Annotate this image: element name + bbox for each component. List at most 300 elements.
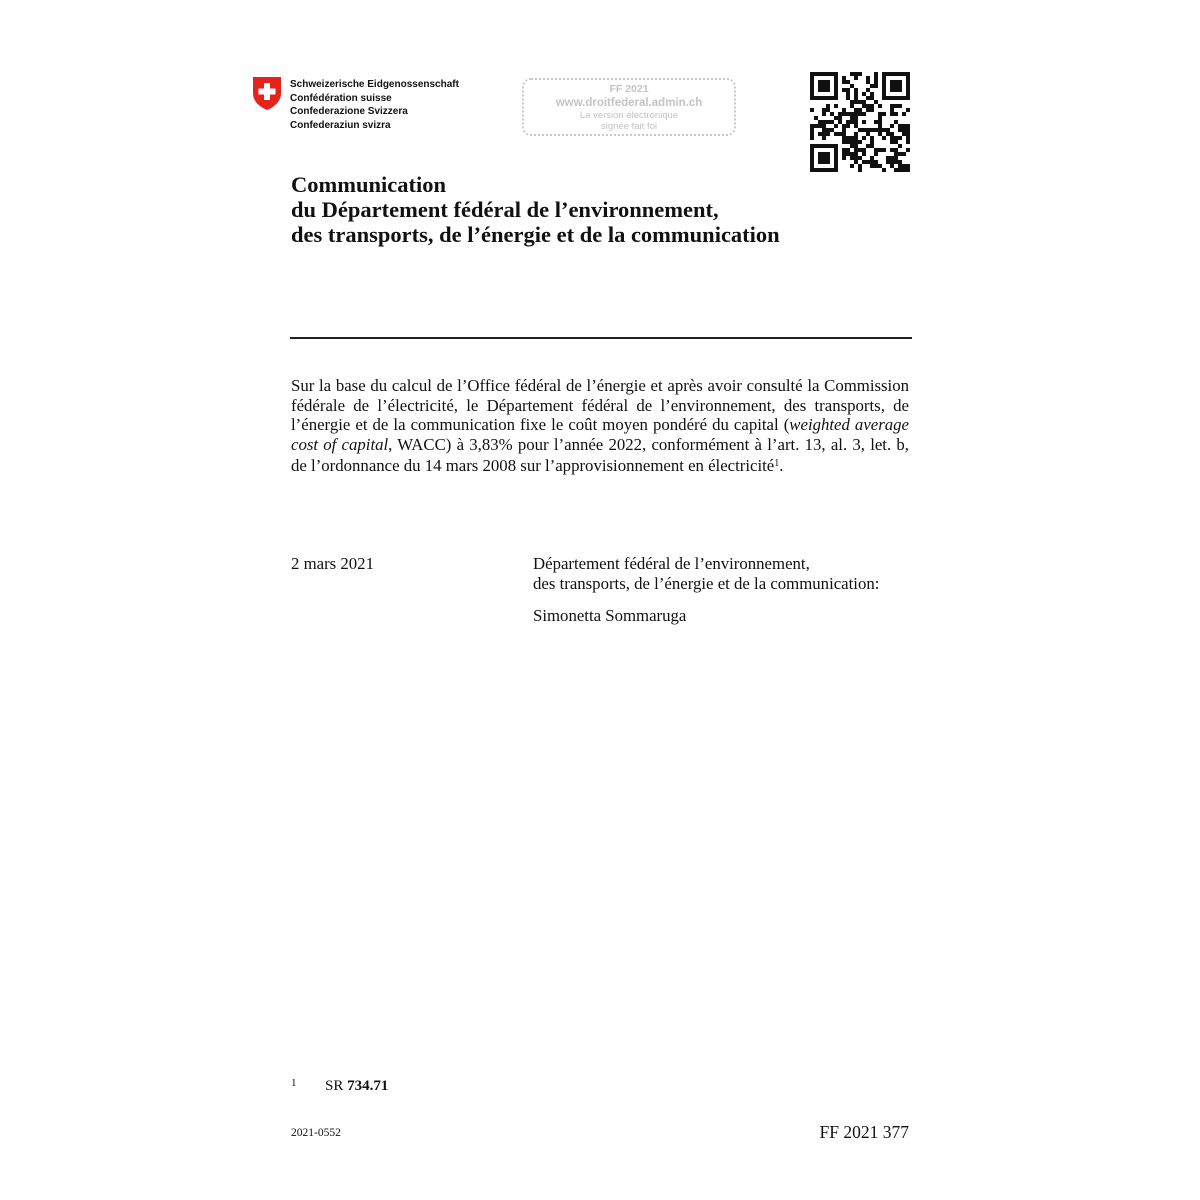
qr-module [854,160,858,164]
confederation-name-fr: Confédération suisse [290,92,392,104]
qr-module [862,92,866,96]
qr-module [818,124,822,128]
qr-module [818,88,822,92]
qr-module [814,144,818,148]
qr-module [826,160,830,164]
qr-module [878,112,882,116]
qr-module [862,152,866,156]
qr-module [898,160,902,164]
qr-module [886,72,890,76]
qr-module [854,116,858,120]
qr-module [898,152,902,156]
title-line-2: du Département fédéral de l’environnement, [291,197,719,222]
qr-module [870,108,874,112]
qr-module [866,160,870,164]
qr-module [898,84,902,88]
qr-module [894,112,898,116]
qr-module [894,160,898,164]
qr-module [850,136,854,140]
qr-module [822,124,826,128]
qr-module [826,152,830,156]
qr-module [894,120,898,124]
qr-module [898,168,902,172]
qr-module [842,76,846,80]
qr-module [858,100,862,104]
qr-module [846,112,850,116]
qr-module [854,112,858,116]
qr-module [834,72,838,76]
qr-module [898,80,902,84]
authenticity-stamp [522,78,736,136]
qr-module [854,120,858,124]
footnote-marker: 1 [774,458,780,470]
qr-module [890,132,894,136]
qr-module [882,136,886,140]
qr-module [810,76,814,80]
qr-module [854,132,858,136]
qr-module [842,128,846,132]
qr-module [842,88,846,92]
footnote-number: 1 [291,1077,297,1089]
qr-module [902,96,906,100]
qr-module [890,124,894,128]
qr-module [834,124,838,128]
qr-module [898,88,902,92]
qr-module [906,140,910,144]
qr-module [862,136,866,140]
qr-module [898,124,902,128]
qr-module [874,160,878,164]
qr-module [810,136,814,140]
qr-module [822,80,826,84]
qr-module [898,144,902,148]
footnote-reference: 734.71 [347,1078,389,1094]
qr-module [878,120,882,124]
qr-module [826,120,830,124]
qr-module [862,148,866,152]
stamp-note-line2: signée fait foi [601,121,657,132]
qr-module [862,104,866,108]
qr-module [846,136,850,140]
qr-module [810,88,814,92]
qr-module [902,128,906,132]
qr-module [838,116,842,120]
qr-module [870,160,874,164]
footnote-text [325,1078,388,1095]
qr-module [846,120,850,124]
qr-module [814,96,818,100]
qr-module [890,88,894,92]
qr-module [858,156,862,160]
qr-module [866,88,870,92]
qr-module [826,80,830,84]
qr-module [842,136,846,140]
qr-module [890,108,894,112]
qr-module [834,96,838,100]
qr-module [894,80,898,84]
qr-module [810,168,814,172]
qr-module [834,84,838,88]
qr-module [890,72,894,76]
title-line-1: Communication [291,172,447,197]
qr-module [818,168,822,172]
qr-module [882,72,886,76]
qr-module [870,96,874,100]
qr-module [842,148,846,152]
document-title [291,172,780,247]
qr-module [834,148,838,152]
qr-module [878,164,882,168]
qr-module [902,112,906,116]
qr-module [810,148,814,152]
qr-module [830,112,834,116]
qr-module [906,132,910,136]
qr-module [826,104,830,108]
qr-module [866,128,870,132]
qr-module [834,88,838,92]
qr-module [874,128,878,132]
qr-module [870,128,874,132]
qr-module [858,72,862,76]
qr-module [854,100,858,104]
qr-module [870,104,874,108]
qr-module [826,88,830,92]
qr-module [858,128,862,132]
qr-module [818,132,822,136]
qr-module [846,88,850,92]
qr-module [882,88,886,92]
qr-module [890,148,894,152]
qr-module [810,156,814,160]
qr-module [894,148,898,152]
qr-module [874,164,878,168]
qr-module [818,160,822,164]
qr-module [850,104,854,108]
qr-module [830,96,834,100]
qr-module [826,144,830,148]
qr-module [882,128,886,132]
qr-module [826,108,830,112]
qr-module [906,84,910,88]
qr-module [834,152,838,156]
qr-module [874,120,878,124]
qr-module [870,164,874,168]
qr-module [838,120,842,124]
qr-module [894,88,898,92]
qr-module [902,124,906,128]
qr-module [834,92,838,96]
qr-module [882,148,886,152]
qr-module [810,124,814,128]
qr-module [814,124,818,128]
qr-module [822,136,826,140]
qr-module [822,120,826,124]
confederation-names [290,78,459,132]
qr-module [842,80,846,84]
qr-module [830,168,834,172]
qr-module [850,72,854,76]
qr-module [826,132,830,136]
qr-module [898,96,902,100]
signature-department-line2: des transports, de l’énergie et de la communication: [533,574,880,593]
qr-module [810,160,814,164]
qr-module [878,132,882,136]
qr-module [810,144,814,148]
qr-module [890,140,894,144]
qr-module [894,84,898,88]
qr-module [834,80,838,84]
qr-module [842,156,846,160]
qr-module [906,80,910,84]
qr-module [878,148,882,152]
qr-module [854,144,858,148]
qr-module [850,144,854,148]
qr-module [902,164,906,168]
qr-module [842,132,846,136]
qr-module [846,148,850,152]
qr-module [818,152,822,156]
qr-module [858,168,862,172]
qr-module [846,92,850,96]
qr-module [814,116,818,120]
qr-module [854,96,858,100]
qr-module [810,72,814,76]
qr-module [838,112,842,116]
qr-module [846,80,850,84]
qr-module [866,104,870,108]
qr-module [858,108,862,112]
qr-module [822,96,826,100]
qr-module [850,164,854,168]
qr-module [826,84,830,88]
qr-module [846,96,850,100]
qr-module [830,144,834,148]
qr-module [810,96,814,100]
qr-module [862,160,866,164]
qr-module [866,76,870,80]
qr-module [890,164,894,168]
qr-module [894,72,898,76]
qr-module [906,76,910,80]
qr-module [850,100,854,104]
qr-module [826,168,830,172]
qr-module [822,88,826,92]
qr-module [818,120,822,124]
stamp-note-line1: La version électronique [579,110,679,121]
body-text-continued: , WACC) à 3,83% pour l’année 2022, conformément à l’art. 13, al. 3, let. b, de l’ordonnance du 14 mars 2008 sur l’approvisionnement en électricité [291,434,909,476]
qr-module [834,168,838,172]
qr-module [906,124,910,128]
qr-module [822,132,826,136]
qr-module [850,84,854,88]
qr-module [906,128,910,132]
qr-module [886,132,890,136]
qr-module [818,156,822,160]
qr-module [874,72,878,76]
qr-module [874,100,878,104]
body-text-start: Sur la base du calcul de l’Office fédéral de l’énergie et après avoir consulté la Commission fédérale de l’électricité, le Département fédéral de l’environnement, des transports, de l’énergie et de la communication fixe le coût moyen pondéré du capital ( [291,376,909,435]
qr-module [870,84,874,88]
qr-module [862,112,866,116]
qr-module [894,96,898,100]
qr-module [822,112,826,116]
qr-module [878,128,882,132]
qr-module [882,76,886,80]
qr-module [906,108,910,112]
qr-module [818,96,822,100]
signature-date: 2 mars 2021 [291,554,374,573]
qr-module [822,144,826,148]
title-line-3: des transports, de l’énergie et de la communication [291,222,780,247]
qr-module [854,136,858,140]
qr-module [906,168,910,172]
qr-module [818,80,822,84]
qr-module [882,84,886,88]
qr-module [878,116,882,120]
qr-module [846,152,850,156]
qr-module [882,168,886,172]
qr-module [870,140,874,144]
qr-module [834,76,838,80]
qr-module [866,96,870,100]
qr-module [886,96,890,100]
qr-module [898,136,902,140]
qr-module [810,152,814,156]
qr-module [814,168,818,172]
qr-module [818,84,822,88]
qr-module [902,72,906,76]
body-paragraph [291,376,909,476]
qr-module [858,148,862,152]
footnote-prefix: SR [325,1078,348,1094]
qr-module [842,140,846,144]
qr-module [902,168,906,172]
qr-module [886,160,890,164]
qr-module [850,116,854,120]
qr-module [906,164,910,168]
qr-module [890,80,894,84]
qr-module [810,108,814,112]
qr-module [890,96,894,100]
qr-module [850,112,854,116]
qr-module [854,92,858,96]
qr-module [906,96,910,100]
qr-module [822,128,826,132]
stamp-website: www.droitfederal.admin.ch [555,97,703,109]
qr-module [834,116,838,120]
qr-module [902,132,906,136]
qr-module [898,164,902,168]
qr-module [878,104,882,108]
qr-module [874,80,878,84]
qr-module [826,128,830,132]
qr-module [878,124,882,128]
qr-module [822,108,826,112]
qr-module [822,160,826,164]
qr-module [866,132,870,136]
qr-module [862,100,866,104]
qr-module [814,72,818,76]
qr-module [890,160,894,164]
qr-module [906,72,910,76]
qr-module [882,92,886,96]
signature-department [533,554,879,594]
qr-module [906,148,910,152]
qr-module [854,124,858,128]
qr-module [854,140,858,144]
qr-module [818,144,822,148]
qr-module [854,152,858,156]
qr-module [894,168,898,172]
qr-module [898,128,902,132]
qr-module [870,156,874,160]
qr-module [822,168,826,172]
qr-module [854,76,858,80]
qr-module [894,152,898,156]
qr-module [822,152,826,156]
qr-module [866,108,870,112]
qr-module [870,92,874,96]
qr-module [846,124,850,128]
confederation-name-rm: Confederaziun svizra [290,119,391,131]
qr-module [842,112,846,116]
qr-module [898,72,902,76]
qr-module [894,104,898,108]
qr-module [874,76,878,80]
qr-module [866,144,870,148]
qr-module [874,84,878,88]
qr-module [810,132,814,136]
ff-reference: FF 2021 377 [819,1122,909,1142]
qr-module [830,72,834,76]
qr-module [842,152,846,156]
qr-module [894,156,898,160]
qr-module [854,72,858,76]
qr-module [846,140,850,144]
qr-module [882,80,886,84]
qr-module [810,80,814,84]
qr-module [826,72,830,76]
qr-module [906,88,910,92]
qr-module [842,108,846,112]
qr-module [866,80,870,84]
qr-module [890,112,894,116]
qr-module [886,128,890,132]
qr-module [874,148,878,152]
qr-module [858,164,862,168]
qr-module [862,120,866,124]
qr-module [894,140,898,144]
qr-module [834,132,838,136]
qr-module [890,156,894,160]
body-text-italic: weighted average cost of capital [291,415,909,454]
qr-module [850,140,854,144]
qr-module [850,152,854,156]
swiss-coat-of-arms-logo [252,76,282,111]
qr-module [870,144,874,148]
qr-module [906,136,910,140]
qr-module [850,156,854,160]
qr-module [822,72,826,76]
signatory-name: Simonetta Sommaruga [533,606,687,625]
confederation-name-de: Schweizerische Eidgenossenschaft [290,79,459,90]
qr-module [850,120,854,124]
qr-module [882,112,886,116]
qr-module [818,72,822,76]
qr-module [854,148,858,152]
qr-module [854,88,858,92]
qr-module [810,164,814,168]
